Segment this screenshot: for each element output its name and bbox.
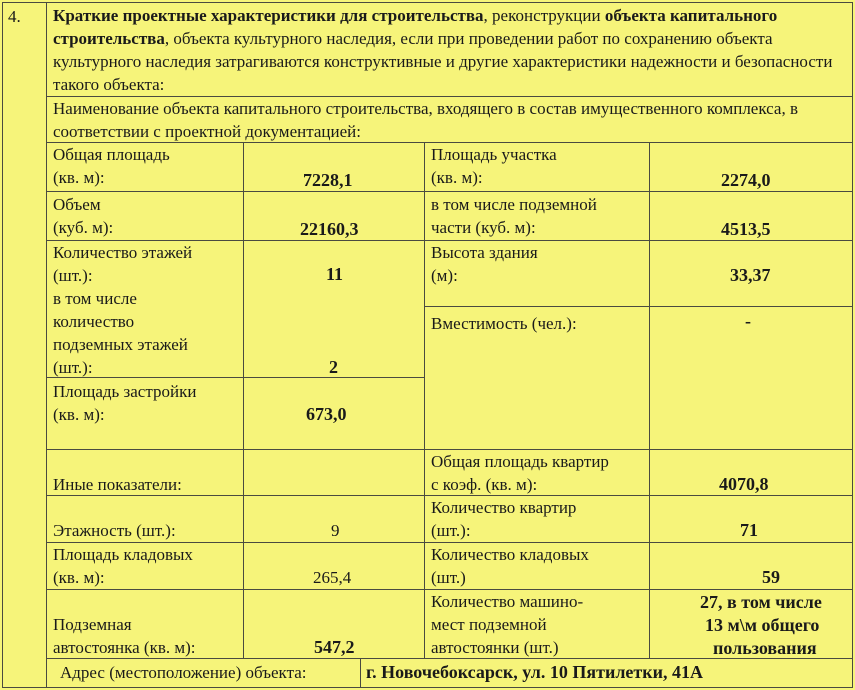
apartments-area-label-l2: с коэф. (кв. м): bbox=[431, 475, 538, 494]
total-area-value: 7228,1 bbox=[303, 170, 353, 190]
storage-area-label-l2: (кв. м): bbox=[53, 568, 105, 587]
object-name-label: Наименование объекта капитального строительства, входящего в состав имущественного комплекса, в соответствии с проектной документацией: bbox=[53, 99, 799, 141]
total-area-label-l2: (кв. м): bbox=[53, 168, 105, 187]
apartments-count-label-l1: Количество квартир bbox=[431, 498, 577, 517]
underground-floors-label-l3: подземных этажей bbox=[53, 335, 188, 354]
parking-places-value-l2: 13 м\м общего bbox=[705, 615, 820, 635]
cell-other-value bbox=[243, 449, 425, 496]
heading-bold-1: Краткие проектные характеристики для строительства bbox=[53, 6, 484, 25]
cell-capacity-value bbox=[649, 306, 853, 450]
section-heading bbox=[53, 4, 843, 96]
parking-places-value-l3: пользования bbox=[713, 638, 817, 658]
underground-floors-label-l2: количество bbox=[53, 312, 135, 331]
height-value: 33,37 bbox=[730, 265, 771, 285]
parking-places-label-l1: Количество машино- bbox=[431, 592, 584, 611]
volume-value: 22160,3 bbox=[300, 219, 359, 239]
total-area-label-l1: Общая площадь bbox=[53, 145, 170, 164]
address-label: Адрес (местоположение) объекта: bbox=[60, 663, 307, 682]
storage-count-label-l2: (шт.) bbox=[431, 568, 466, 587]
underground-volume-label-l2: части (куб. м): bbox=[431, 218, 536, 237]
built-area-label-l2: (кв. м): bbox=[53, 405, 105, 424]
apartments-area-label-l1: Общая площадь квартир bbox=[431, 452, 609, 471]
built-area-label-l1: Площадь застройки bbox=[53, 382, 197, 401]
storage-count-label-l1: Количество кладовых bbox=[431, 545, 589, 564]
parking-places-label-l2: мест подземной bbox=[431, 615, 547, 634]
parking-value: 547,2 bbox=[314, 637, 355, 657]
volume-label-l1: Объем bbox=[53, 195, 101, 214]
underground-volume-label-l1: в том числе подземной bbox=[431, 195, 597, 214]
built-area-value: 673,0 bbox=[306, 404, 347, 424]
capacity-value: - bbox=[745, 311, 751, 331]
storeys-value: 9 bbox=[331, 521, 340, 540]
parking-places-label-l3: автостоянки (шт.) bbox=[431, 638, 559, 657]
parking-label-l2: автостоянка (кв. м): bbox=[53, 638, 196, 657]
parking-label-l1: Подземная bbox=[53, 615, 132, 634]
floors-label-l1: Количество этажей bbox=[53, 243, 193, 262]
storeys-label: Этажность (шт.): bbox=[53, 521, 176, 540]
parking-places-value-l1: 27, в том числе bbox=[700, 592, 822, 612]
number-column bbox=[2, 2, 47, 688]
height-label-l2: (м): bbox=[431, 266, 458, 285]
plot-area-label-l1: Площадь участка bbox=[431, 145, 557, 164]
capacity-label: Вместимость (чел.): bbox=[431, 314, 577, 333]
underground-floors-value: 2 bbox=[329, 357, 338, 377]
section-number: 4. bbox=[8, 7, 21, 26]
storage-area-label-l1: Площадь кладовых bbox=[53, 545, 193, 564]
floors-label-l2: (шт.): bbox=[53, 266, 93, 285]
storage-count-value: 59 bbox=[762, 567, 780, 587]
apartments-area-value: 4070,8 bbox=[719, 474, 769, 494]
storage-area-value: 265,4 bbox=[313, 568, 352, 587]
apartments-count-value: 71 bbox=[740, 520, 758, 540]
heading-text-1: , реконструкции bbox=[483, 6, 605, 25]
height-label-l1: Высота здания bbox=[431, 243, 538, 262]
plot-area-label-l2: (кв. м): bbox=[431, 168, 483, 187]
underground-volume-value: 4513,5 bbox=[721, 219, 771, 239]
volume-label-l2: (куб. м): bbox=[53, 218, 114, 237]
cell-storage-count-value bbox=[649, 542, 853, 590]
heading-bold-2: объекта капитального строительства bbox=[53, 6, 778, 48]
floors-value: 11 bbox=[326, 264, 344, 284]
apartments-count-label-l2: (шт.): bbox=[431, 521, 471, 540]
underground-floors-label-l4: (шт.): bbox=[53, 358, 93, 377]
underground-floors-label-l1: в том числе bbox=[53, 289, 137, 308]
address-value: г. Новочебоксарск, ул. 10 Пятилетки, 41А bbox=[366, 662, 704, 682]
plot-area-value: 2274,0 bbox=[721, 170, 771, 190]
other-indicators-label: Иные показатели: bbox=[53, 475, 182, 494]
heading-text-2: , объекта культурного наследия, если при проведении работ по сохранению объекта культурного наследия затрагиваются конструктивные и другие характеристики надежности и безопасности такого объекта: bbox=[53, 29, 833, 94]
